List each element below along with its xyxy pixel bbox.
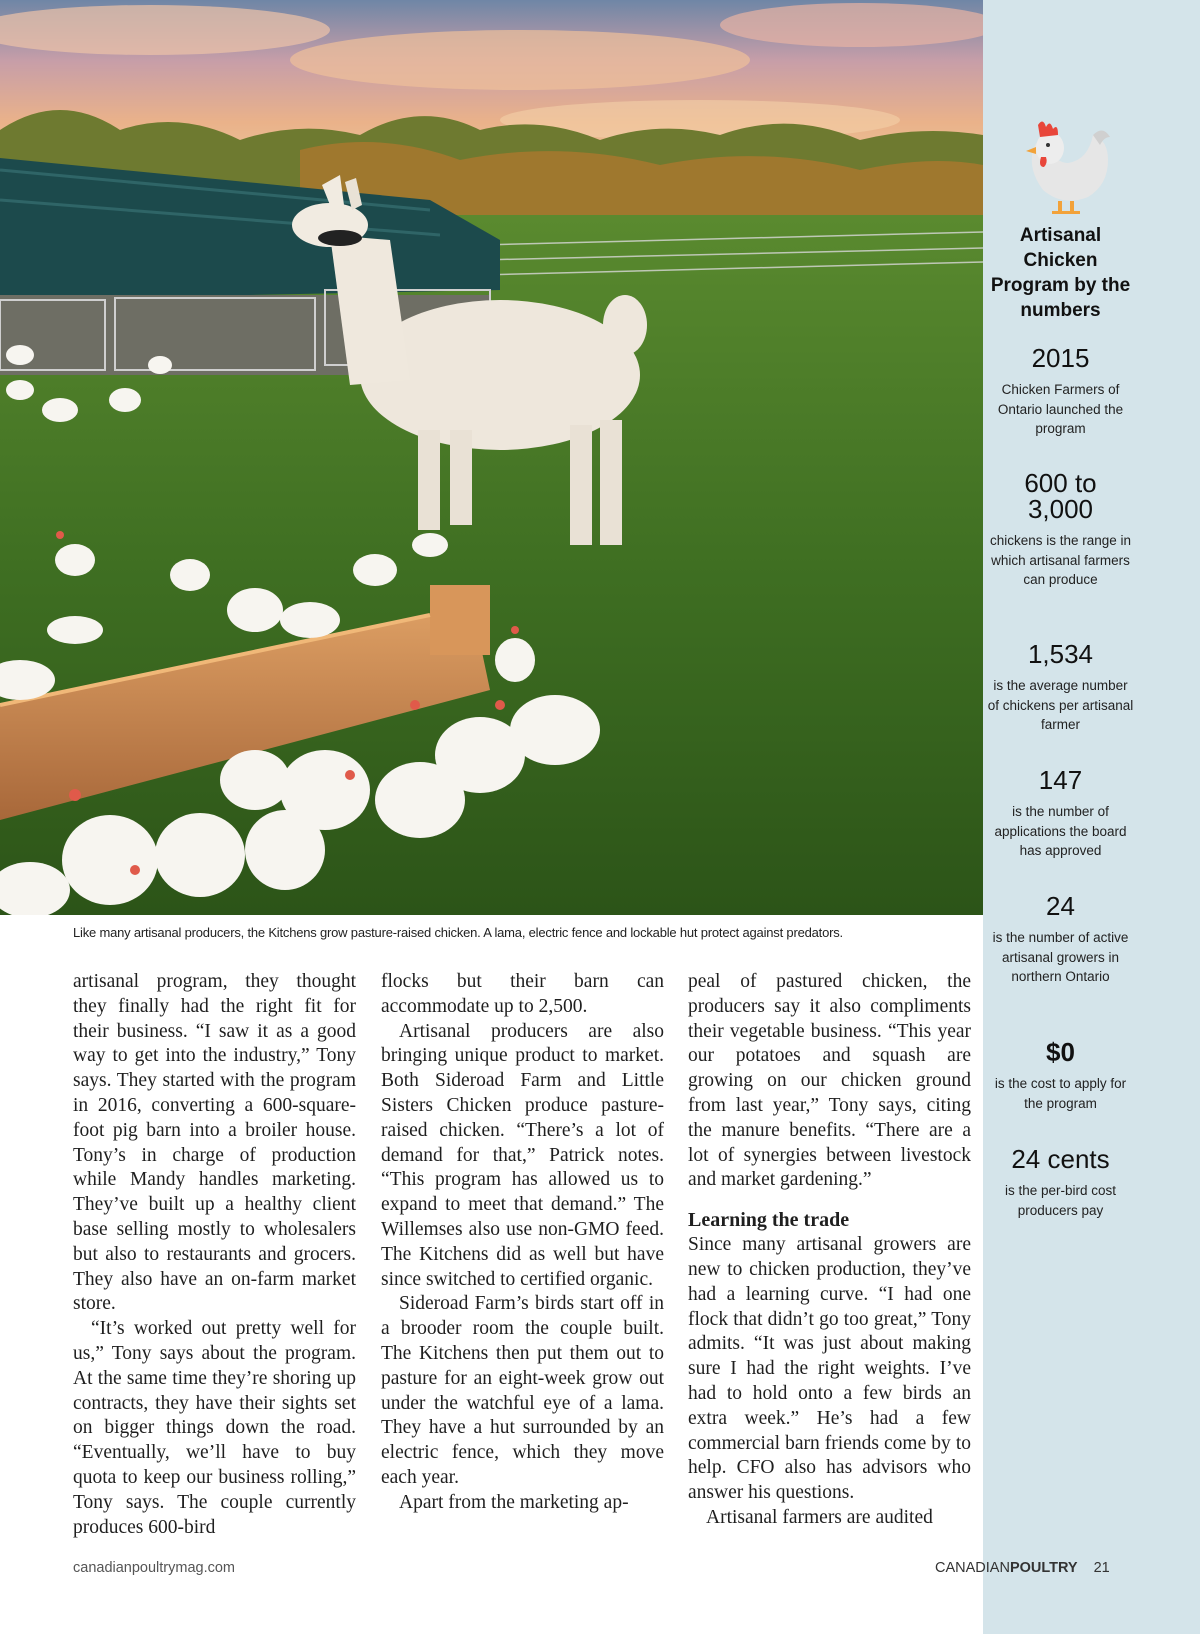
stat-number: 600 to 3,000 [1024,468,1097,524]
sidebar-title: Artisanal Chicken Program by the numbers [990,225,1131,321]
paragraph: “It’s worked out pretty well for us,” Tony says about the program. At the same time they’re shoring up contracts, they have their sights set on bigger things down the road. “Eventually, we’ll have to buy quota to keep our business rolling,” Tony says. The couple currently produces 600-bird [73,1318,356,1538]
pasture-illustration [0,0,983,915]
article-column-3 [688,970,971,1531]
stat-description: Chicken Farmers of Ontario launched the program [997,382,1124,436]
stat-description: is the number of active artisanal growers in northern Ontario [992,930,1129,984]
chicken-icon [1008,115,1118,220]
stat-description: chickens is the range in which artisanal farmers can produce [989,533,1132,587]
paragraph: artisanal program, they thought they finally had the right fit for their business. “I saw it as a good way to get into the industry,” Tony says. They started with the program in 2016, converting a 600-square-foot pig barn into a broiler house. Tony’s in charge of production while Mandy handles marketing. They’ve built up a healthy client base selling mostly to wholesalers but also to restaurants and grocers. They also have an on-farm market store. [73,971,356,1315]
article-column-1 [73,970,356,1540]
stat-number: 24 cents [1011,1144,1110,1174]
stat-launch-year [983,345,1138,439]
stat-production-range [983,470,1138,590]
stat-description: is the number of applications the board has approved [994,804,1127,858]
article-column-2 [381,970,664,1516]
stat-description: is the cost to apply for the program [994,1076,1127,1111]
paragraph: flocks but their barn can accommodate up to 2,500. [381,971,664,1017]
paragraph: peal of pastured chicken, the producers say it also compliments their vegetable business. “This year our potatoes and squash are growing on our chicken ground from last year,” Tony says, citing the manure benefits. “There are a lot of synergies between livestock and market gardening.” [688,971,971,1191]
stat-per-bird-cost [983,1146,1138,1220]
footer-brand [935,1560,1110,1576]
paragraph: Artisanal farmers are audited [706,1506,933,1528]
stat-applications-approved [983,767,1138,861]
stat-northern-growers [983,893,1138,987]
stat-number: $0 [1046,1037,1075,1067]
brand-light: CANADIAN [935,1560,1010,1576]
stat-description: is the per-bird cost producers pay [1004,1183,1117,1218]
page-number: 21 [1093,1560,1110,1576]
paragraph: Sideroad Farm’s birds start off in a brooder room the couple built. The Kitchens then put them out to pasture for an eight-week grow out under the watchful eye of a lama. They have a hut surrounded by an electric fence, which they move each year. [381,1293,664,1488]
paragraph: Since many artisanal growers are new to chicken production, they’ve had a learning curve. “I had one flock that didn’t go too great,” Tony admits. “It was just about making sure I had the right weights. I’ve had to hold onto a few birds an extra week.” He’s had a few commercial barn friends come by to help. CFO also has advisors who answer his questions. [688,1234,971,1504]
photo-caption: Like many artisanal producers, the Kitchens grow pasture-raised chicken. A lama, electric fence and lockable hut protect against predators. [73,925,843,940]
paragraph: Apart from the marketing ap- [399,1491,629,1513]
stat-application-cost [983,1039,1138,1113]
stat-number: 147 [1038,765,1083,795]
stat-number: 2015 [1031,343,1090,373]
stat-description: is the average number of chickens per artisanal farmer [987,678,1134,732]
footer-website: canadianpoultrymag.com [73,1560,236,1576]
stat-number: 1,534 [1027,639,1094,669]
brand-bold: POULTRY [1009,1560,1078,1576]
stat-average-chickens [983,641,1138,735]
feature-photo [0,0,983,915]
stat-number: 24 [1046,891,1075,921]
section-subhead: Learning the trade [688,1209,850,1232]
paragraph: Artisanal producers are also bringing unique product to market. Both Sideroad Farm and Little Sisters Chicken produce pasture-raised chicken. “There’s a lot of demand for that,” Patrick notes. “This program has allowed us to expand to meet that demand.” The Willemses also use non-GMO feed. The Kitchens did as well but have since switched to certified organic. [381,1020,664,1290]
